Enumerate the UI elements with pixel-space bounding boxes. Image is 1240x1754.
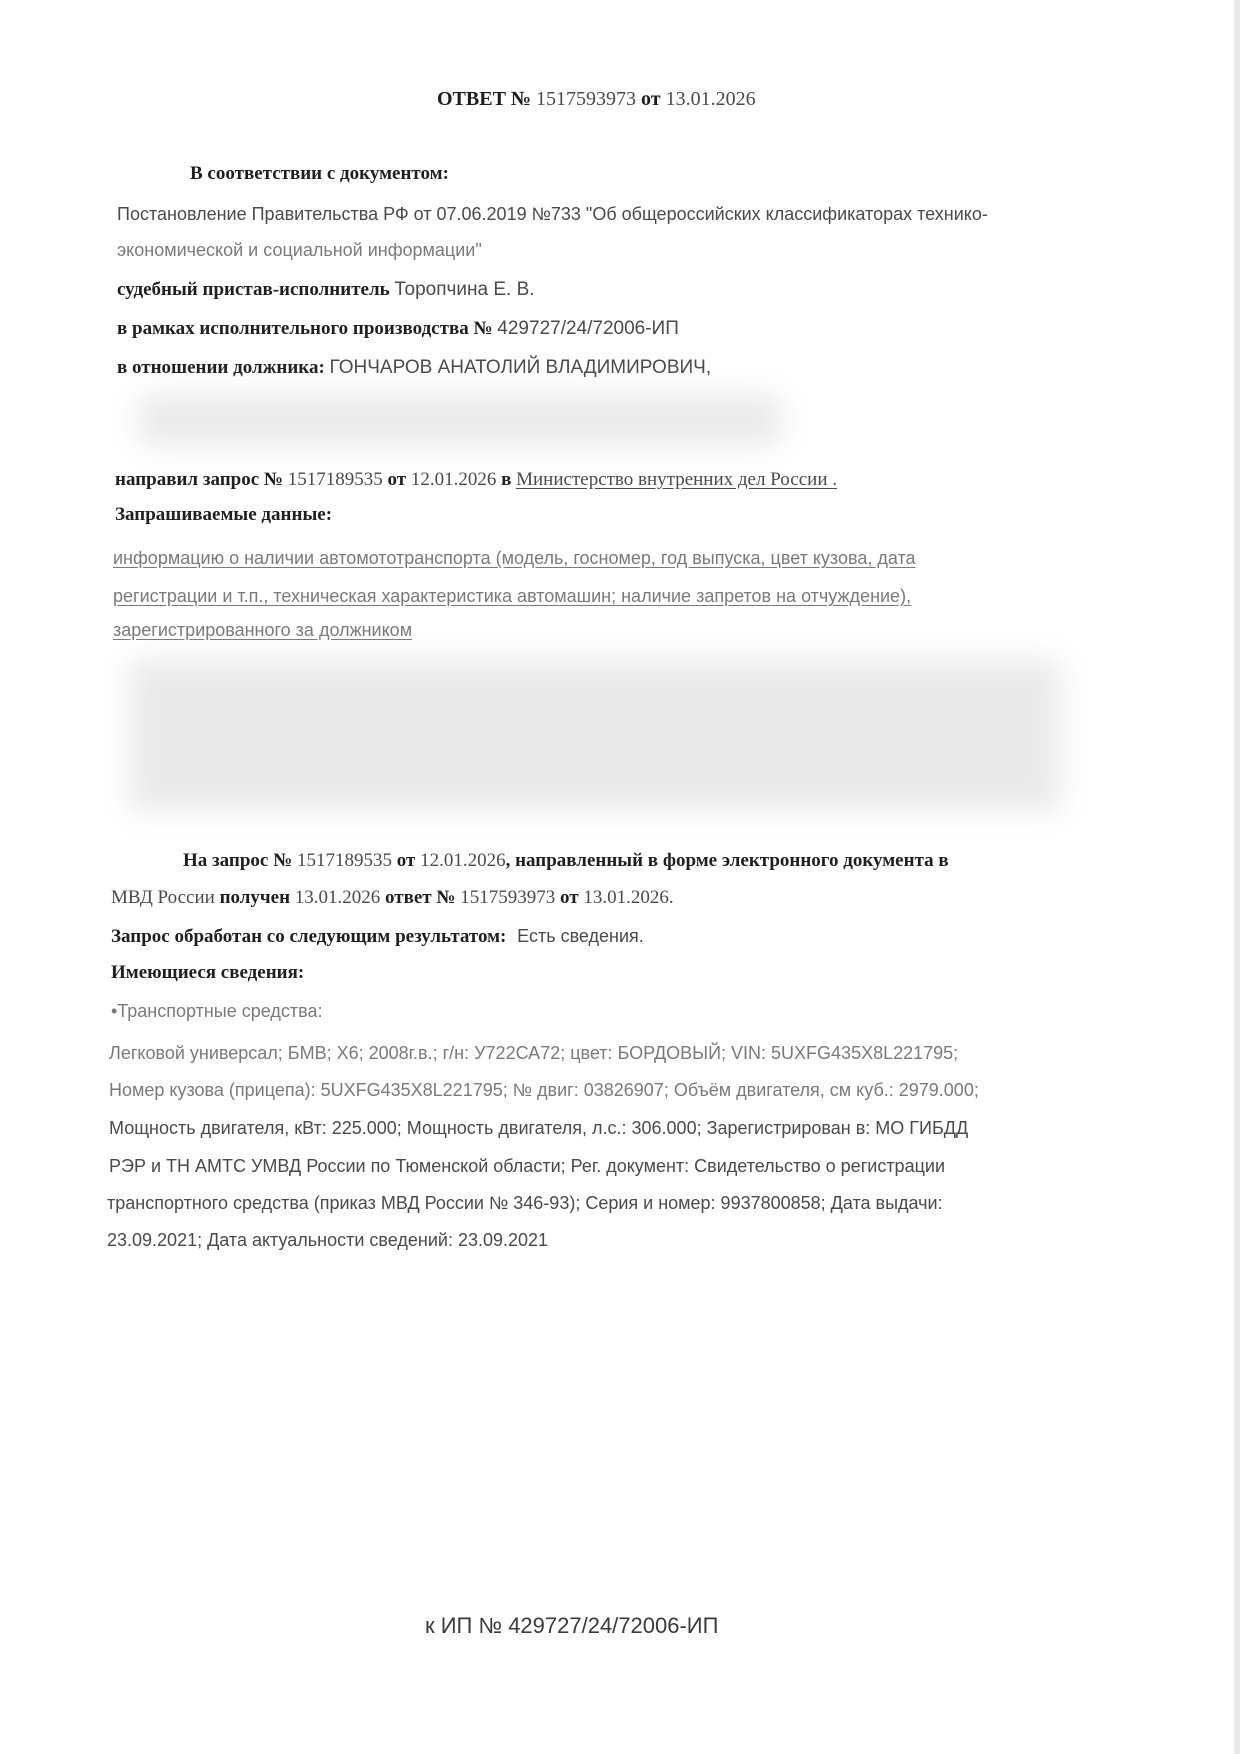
redacted-block [140,395,780,445]
request-number: 1517189535 [287,469,383,490]
debtor-line [117,356,711,380]
response-tail: , направленный в форме электронного документа в [505,850,949,871]
title-from: от [641,88,661,110]
requested-line1: информацию о наличии автомототранспорта (модель, госномер, год выпуска, цвет кузова, дата [113,548,916,568]
requested-line2: регистрации и т.п., техническая характеристика автомашин; наличие запретов на отчуждение), [113,586,912,606]
vehicle-line6: 23.09.2021; Дата актуальности сведений: 23.09.2021 [107,1230,549,1250]
vehicle-line4: РЭР и ТН АМТС УМВД России по Тюменской области; Рег. документ: Свидетельство о регистрации [109,1156,945,1176]
bailiff-line [117,278,535,302]
response-answer-date: 13.01.2026. [583,887,674,908]
proceeding-label: в рамках исполнительного производства № [117,318,493,339]
title-date: 13.01.2026 [665,88,756,110]
response-answer: ответ № [385,887,456,908]
scan-edge [1234,0,1240,1754]
document-title [437,87,756,111]
debtor-label: в отношении должника: [117,357,325,378]
response-answer-from: от [559,887,579,908]
vehicle-line2: Номер кузова (прицепа): 5UXFG435X8L221795; № двиг: 03826907; Объём двигателя, см куб.: 2979.000; [109,1080,979,1100]
response-answer-number: 1517593973 [460,887,556,908]
title-number: 1517593973 [536,88,637,110]
title-prefix: ОТВЕТ № [437,88,532,110]
request-date: 12.01.2026 [410,469,497,490]
response-request-number: 1517189535 [296,850,392,871]
basis-doc-line2: экономической и социальной информации" [117,240,482,260]
request-label: направил запрос № [115,469,284,490]
requested-line3: зарегистрированного за должником [113,620,413,640]
info-label: Имеющиеся сведения: [111,962,305,983]
vehicle-line5: транспортного средства (приказ МВД России № 346-93); Серия и номер: 9937800858; Дата выдачи: [107,1193,943,1213]
response-line2 [111,886,674,910]
result-line [111,924,644,949]
request-to: в [501,469,512,490]
response-org: МВД России [111,887,215,908]
basis-doc-line1: Постановление Правительства РФ от 07.06.2019 №733 "Об общероссийских классификаторах технико- [117,204,988,224]
vehicle-line1: Легковой универсал; БМВ; X6; 2008г.в.; г/н: У722СА72; цвет: БОРДОВЫЙ; VIN: 5UXFG435X8L221795; [109,1043,959,1063]
response-received-date: 13.01.2026 [294,887,381,908]
response-from: от [396,850,416,871]
result-value: Есть сведения. [517,926,644,946]
response-request-date: 12.01.2026 [420,850,506,871]
proceeding-number: 429727/24/72006-ИП [497,318,679,339]
request-recipient: Министерство внутренних дел России . [516,469,837,490]
bailiff-name: Торопчина Е. В. [394,279,535,300]
vehicles-heading: •Транспортные средства: [111,1001,323,1021]
response-received: получен [219,887,291,908]
debtor-name: ГОНЧАРОВ АНАТОЛИЙ ВЛАДИМИРОВИЧ, [329,357,712,378]
request-from: от [387,469,407,490]
requested-label: Запрашиваемые данные: [115,504,333,525]
footer-reference: к ИП № 429727/24/72006-ИП [425,1613,719,1638]
result-label: Запрос обработан со следующим результатом: [111,926,507,947]
bailiff-label: судебный пристав-исполнитель [117,279,390,300]
response-line1 [183,849,949,873]
redacted-block-2 [130,660,1060,810]
basis-label: В соответствии с документом: [190,163,449,184]
request-line [115,468,837,492]
vehicle-line3: Мощность двигателя, кВт: 225.000; Мощность двигателя, л.с.: 306.000; Зарегистрирован в: МО ГИБДД [109,1118,969,1138]
proceeding-line [117,317,679,341]
response-label: На запрос № [183,850,293,871]
